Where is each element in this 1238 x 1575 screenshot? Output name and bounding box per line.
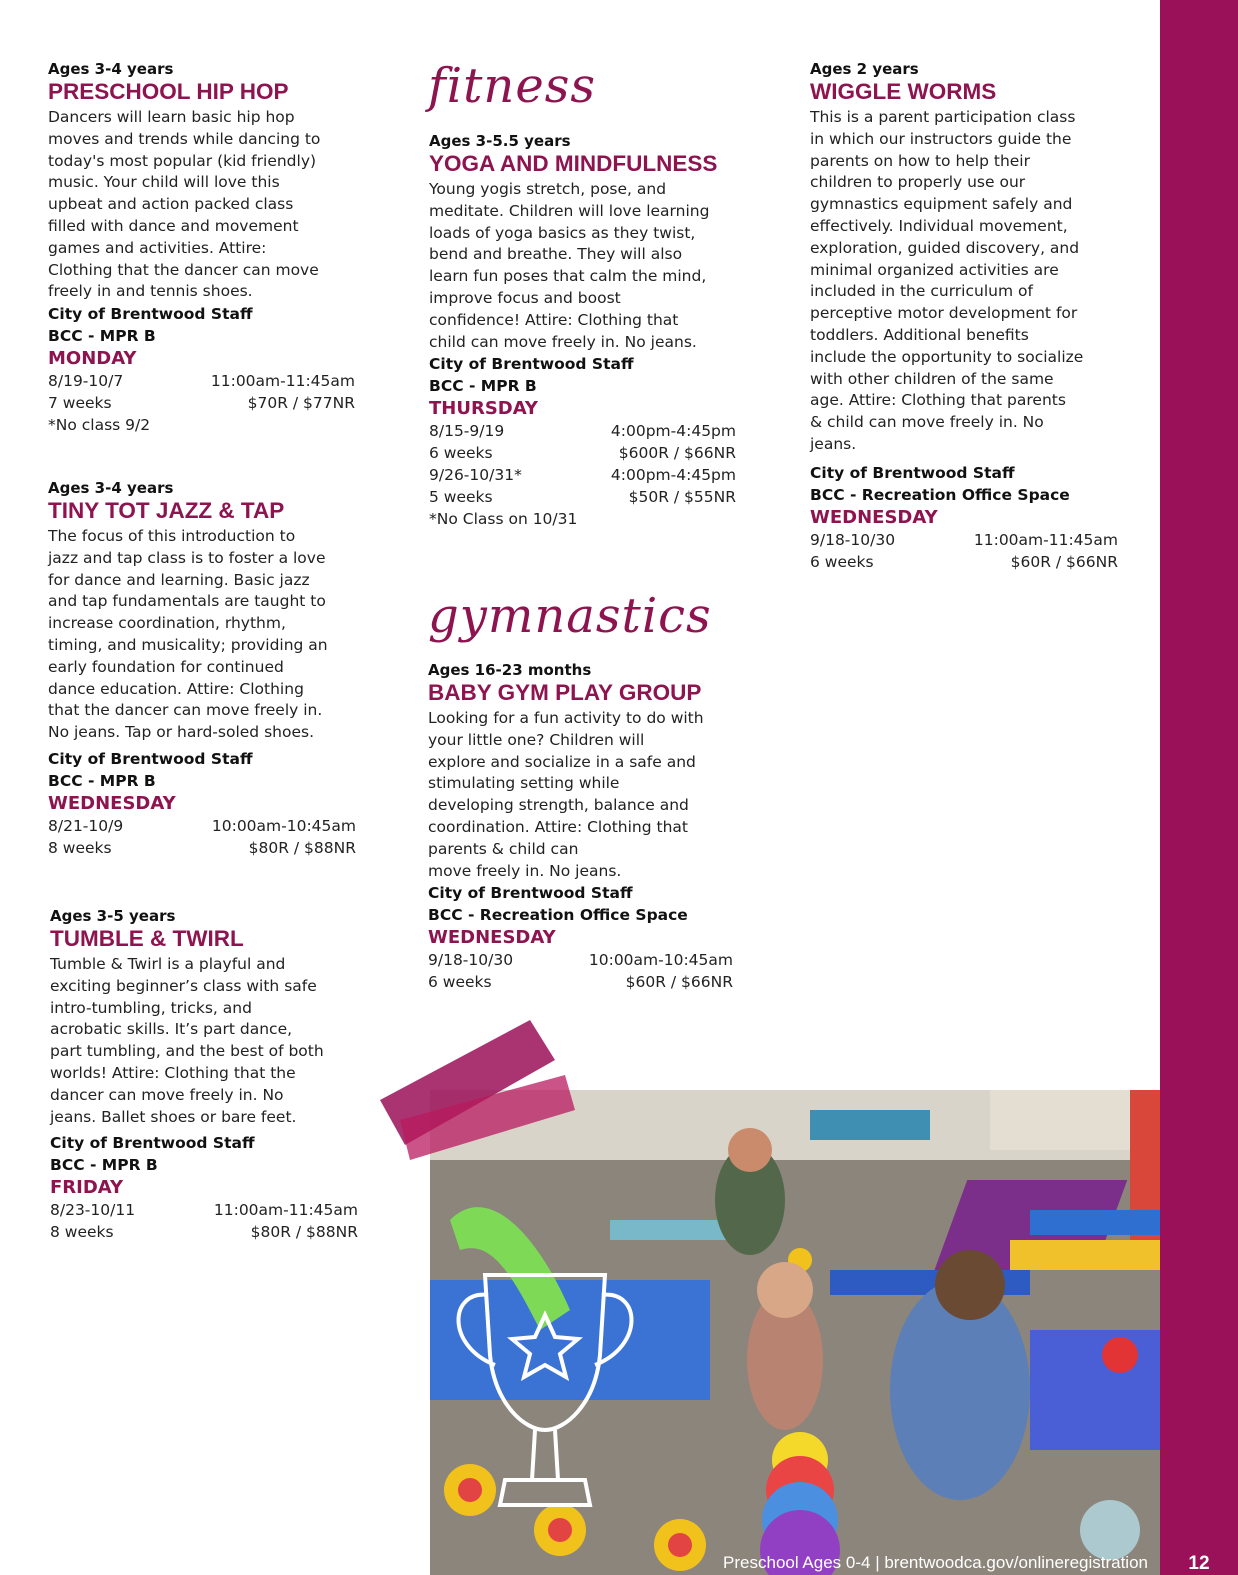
class-age: Ages 16-23 months: [428, 661, 592, 679]
class-title: WIGGLE WORMS: [810, 79, 997, 104]
class-tiny-tot-jazz-tap: [48, 479, 356, 859]
class-staff: City of Brentwood Staff: [429, 355, 634, 374]
tape-decoration: [380, 1020, 580, 1170]
class-preschool-hip-hop: [48, 60, 355, 436]
session-row: 8/21-10/9 10:00am-10:45am: [48, 816, 356, 835]
class-description: The focus of this introduction to jazz and tap class is to foster a love for dance and learning. Basic jazz and tap fundamentals are taught to increase coordination, rhythm, timing, and musicality; providing an early foundation for continued dance education. Attire: Clothing that the dancer can move freely in. No jeans. Tap or hard-soled shoes.: [48, 527, 328, 742]
class-staff: City of Brentwood Staff: [48, 305, 253, 324]
class-title: BABY GYM PLAY GROUP: [428, 680, 702, 705]
session-row: 8/23-10/11 11:00am-11:45am: [50, 1201, 358, 1220]
session-row: 8/19-10/7 11:00am-11:45am: [48, 372, 355, 391]
class-title: PRESCHOOL HIP HOP: [48, 79, 289, 104]
class-title: YOGA AND MINDFULNESS: [429, 151, 718, 176]
class-age: Ages 3-4 years: [48, 60, 174, 78]
class-baby-gym-play-group: [428, 661, 733, 993]
class-description: Dancers will learn basic hip hop moves and trends while dancing to today's most popular (kid friendly) music. Your child will love this upbeat and action packed class filled with dance and movement games and activities. Attire: Clothing that the dancer can move freely in and tennis shoes.: [48, 108, 321, 301]
class-location: BCC - MPR B: [429, 377, 537, 396]
class-staff: City of Brentwood Staff: [428, 884, 633, 903]
sidebar-stripe: [1160, 0, 1238, 1575]
class-location: BCC - MPR B: [48, 327, 156, 346]
class-staff: City of Brentwood Staff: [50, 1134, 255, 1153]
class-day: WEDNESDAY: [48, 792, 176, 814]
session-row: 8 weeks $80R / $88NR: [50, 1223, 358, 1242]
session-row: 8/15-9/19 4:00pm-4:45pm: [429, 422, 736, 441]
class-title: TUMBLE & TWIRL: [50, 926, 244, 951]
session-row: 8 weeks $80R / $88NR: [48, 838, 356, 857]
class-day: WEDNESDAY: [428, 927, 556, 949]
class-day: THURSDAY: [429, 398, 538, 420]
class-location: BCC - MPR B: [48, 771, 156, 790]
class-age: Ages 3-5 years: [50, 907, 176, 925]
class-location: BCC - MPR B: [50, 1156, 158, 1175]
page-number: 12: [1188, 1553, 1210, 1574]
class-staff: City of Brentwood Staff: [48, 749, 253, 768]
session-row: 6 weeks $60R / $66NR: [428, 973, 733, 992]
session-row: 6 weeks $60R / $66NR: [810, 552, 1118, 571]
session-row: 6 weeks $600R / $66NR: [429, 444, 736, 463]
class-tumble-twirl: [50, 907, 358, 1243]
footer-text: Preschool Ages 0-4 | brentwoodca.gov/onlineregistration: [723, 1553, 1148, 1572]
section-heading-gymnastics: gymnastics: [428, 588, 712, 644]
class-day: MONDAY: [48, 348, 137, 370]
session-row: 9/18-10/30 11:00am-11:45am: [810, 530, 1118, 549]
class-note: *No class 9/2: [48, 416, 151, 435]
class-age: Ages 3-5.5 years: [429, 132, 571, 150]
class-location: BCC - Recreation Office Space: [810, 485, 1070, 504]
class-title: TINY TOT JAZZ & TAP: [48, 498, 285, 523]
section-heading-fitness: fitness: [428, 58, 596, 114]
class-description: Tumble & Twirl is a playful and exciting beginner’s class with safe intro-tumbling, tricks, and acrobatic skills. It’s part dance, part tumbling, and the best of both worlds! Attire: Clothing that the dancer can move freely in. No jeans. Ballet shoes or bare feet.: [50, 955, 324, 1126]
session-row: 5 weeks $50R / $55NR: [429, 488, 736, 507]
class-description: Young yogis stretch, pose, and meditate. Children will love learning loads of yoga basics as they twist, bend and breathe. They will also learn fun poses that calm the mind, improve focus and boost confidence! Attire: Clothing that child can move freely in. No jeans.: [429, 180, 710, 351]
class-day: WEDNESDAY: [810, 506, 938, 528]
class-age: Ages 3-4 years: [48, 479, 174, 497]
class-day: FRIDAY: [50, 1177, 124, 1199]
class-yoga-mindfulness: [429, 132, 736, 530]
class-staff: City of Brentwood Staff: [810, 463, 1015, 482]
class-description: This is a parent participation class in which our instructors guide the parents on how to help their children to properly use our gymnastics equipment safely and effectively. Individual movement, exploration, guided discovery, and minimal organized activities are included in the curriculum of perceptive motor development for toddlers. Additional benefits include the opportunity to socialize with other children of the same age. Attire: Clothing that parents & child can move freely in. No jeans.: [810, 108, 1084, 453]
class-note: *No Class on 10/31: [429, 510, 578, 529]
class-location: BCC - Recreation Office Space: [428, 906, 688, 925]
session-row: 7 weeks $70R / $77NR: [48, 394, 355, 413]
class-description: Looking for a fun activity to do with your little one? Children will explore and socialize in a safe and stimulating setting while developing strength, balance and coordination. Attire: Clothing that parents & child can move freely in. No jeans.: [428, 709, 704, 880]
class-wiggle-worms: [810, 60, 1118, 573]
class-age: Ages 2 years: [810, 60, 919, 78]
session-row: 9/18-10/30 10:00am-10:45am: [428, 951, 733, 970]
trophy-icon: [440, 1255, 650, 1525]
session-row: 9/26-10/31* 4:00pm-4:45pm: [429, 466, 736, 485]
